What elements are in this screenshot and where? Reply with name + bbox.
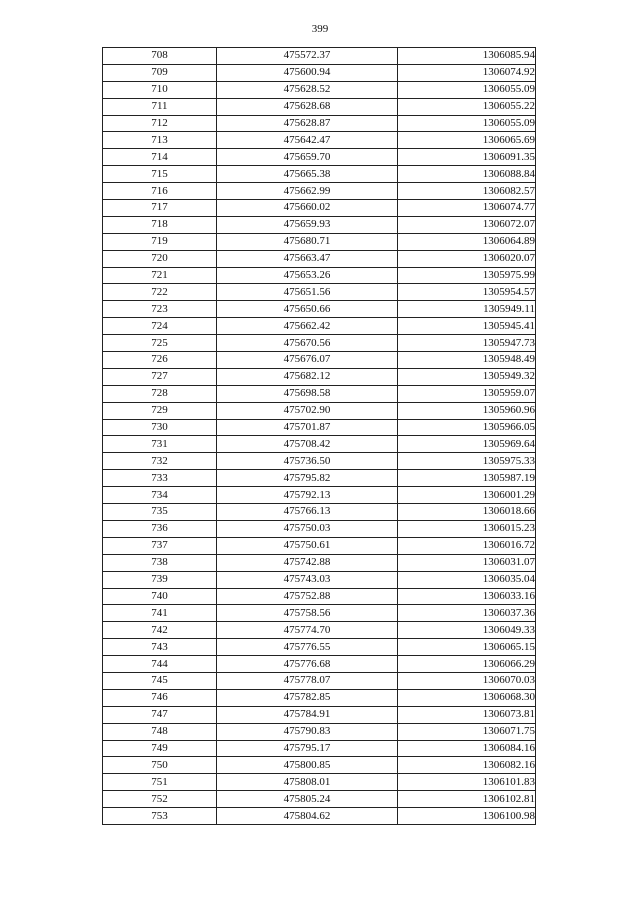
y-coordinate-cell: 1306055.09 [398,115,536,132]
table-row [103,48,536,65]
x-coordinate-cell: 475660.02 [217,200,398,217]
point-number-cell: 724 [103,318,217,335]
x-coordinate-cell: 475782.85 [217,689,398,706]
y-coordinate-cell: 1306031.07 [398,554,536,571]
x-coordinate-cell: 475752.88 [217,588,398,605]
y-coordinate-cell: 1305959.07 [398,385,536,402]
y-coordinate-cell: 1305960.96 [398,402,536,419]
x-coordinate-cell: 475750.03 [217,520,398,537]
x-coordinate-cell: 475628.52 [217,81,398,98]
x-coordinate-cell: 475650.66 [217,301,398,318]
x-coordinate-cell: 475698.58 [217,385,398,402]
table-row [103,132,536,149]
y-coordinate-cell: 1306049.33 [398,622,536,639]
x-coordinate-cell: 475659.93 [217,216,398,233]
point-number-cell: 725 [103,335,217,352]
y-coordinate-cell: 1306064.89 [398,233,536,250]
table-row [103,267,536,284]
y-coordinate-cell: 1306018.66 [398,504,536,521]
point-number-cell: 744 [103,656,217,673]
table-row [103,233,536,250]
x-coordinate-cell: 475701.87 [217,419,398,436]
point-number-cell: 746 [103,689,217,706]
point-number-cell: 721 [103,267,217,284]
y-coordinate-cell: 1306065.15 [398,639,536,656]
x-coordinate-cell: 475742.88 [217,554,398,571]
table-row [103,774,536,791]
x-coordinate-cell: 475572.37 [217,48,398,65]
point-number-cell: 727 [103,368,217,385]
y-coordinate-cell: 1305969.64 [398,436,536,453]
x-coordinate-cell: 475750.61 [217,537,398,554]
x-coordinate-cell: 475790.83 [217,723,398,740]
y-coordinate-cell: 1305949.32 [398,368,536,385]
x-coordinate-cell: 475663.47 [217,250,398,267]
y-coordinate-cell: 1306082.16 [398,757,536,774]
y-coordinate-cell: 1306102.81 [398,791,536,808]
x-coordinate-cell: 475600.94 [217,64,398,81]
table-row [103,200,536,217]
point-number-cell: 716 [103,183,217,200]
y-coordinate-cell: 1305954.57 [398,284,536,301]
table-row [103,537,536,554]
table-row [103,166,536,183]
x-coordinate-cell: 475665.38 [217,166,398,183]
x-coordinate-cell: 475776.55 [217,639,398,656]
point-number-cell: 730 [103,419,217,436]
y-coordinate-cell: 1306020.07 [398,250,536,267]
x-coordinate-cell: 475628.87 [217,115,398,132]
point-number-cell: 723 [103,301,217,318]
x-coordinate-cell: 475758.56 [217,605,398,622]
point-number-cell: 719 [103,233,217,250]
point-number-cell: 736 [103,520,217,537]
x-coordinate-cell: 475736.50 [217,453,398,470]
table-row [103,301,536,318]
x-coordinate-cell: 475795.82 [217,470,398,487]
point-number-cell: 731 [103,436,217,453]
table-row [103,436,536,453]
x-coordinate-cell: 475804.62 [217,808,398,825]
point-number-cell: 720 [103,250,217,267]
table-row [103,706,536,723]
point-number-cell: 748 [103,723,217,740]
point-number-cell: 726 [103,352,217,369]
y-coordinate-cell: 1305947.73 [398,335,536,352]
x-coordinate-cell: 475653.26 [217,267,398,284]
table-row [103,554,536,571]
table-row [103,470,536,487]
point-number-cell: 750 [103,757,217,774]
point-number-cell: 735 [103,504,217,521]
point-number-cell: 753 [103,808,217,825]
point-number-cell: 713 [103,132,217,149]
x-coordinate-cell: 475808.01 [217,774,398,791]
table-row [103,419,536,436]
table-row [103,216,536,233]
coordinates-table-body [103,48,536,825]
table-row [103,487,536,504]
table-row [103,115,536,132]
point-number-cell: 745 [103,672,217,689]
y-coordinate-cell: 1306074.77 [398,200,536,217]
table-row [103,183,536,200]
y-coordinate-cell: 1305966.05 [398,419,536,436]
point-number-cell: 712 [103,115,217,132]
x-coordinate-cell: 475792.13 [217,487,398,504]
y-coordinate-cell: 1305975.99 [398,267,536,284]
table-row [103,571,536,588]
y-coordinate-cell: 1306001.29 [398,487,536,504]
point-number-cell: 741 [103,605,217,622]
y-coordinate-cell: 1306066.29 [398,656,536,673]
table-row [103,335,536,352]
y-coordinate-cell: 1306071.75 [398,723,536,740]
y-coordinate-cell: 1306091.35 [398,149,536,166]
table-row [103,672,536,689]
x-coordinate-cell: 475774.70 [217,622,398,639]
table-row [103,689,536,706]
table-row [103,520,536,537]
point-number-cell: 738 [103,554,217,571]
x-coordinate-cell: 475662.99 [217,183,398,200]
x-coordinate-cell: 475651.56 [217,284,398,301]
y-coordinate-cell: 1306085.94 [398,48,536,65]
x-coordinate-cell: 475708.42 [217,436,398,453]
y-coordinate-cell: 1306035.04 [398,571,536,588]
point-number-cell: 752 [103,791,217,808]
y-coordinate-cell: 1305948.49 [398,352,536,369]
point-number-cell: 729 [103,402,217,419]
point-number-cell: 740 [103,588,217,605]
point-number-cell: 743 [103,639,217,656]
point-number-cell: 710 [103,81,217,98]
x-coordinate-cell: 475676.07 [217,352,398,369]
y-coordinate-cell: 1306084.16 [398,740,536,757]
table-row [103,808,536,825]
x-coordinate-cell: 475776.68 [217,656,398,673]
y-coordinate-cell: 1306088.84 [398,166,536,183]
point-number-cell: 711 [103,98,217,115]
point-number-cell: 734 [103,487,217,504]
x-coordinate-cell: 475778.07 [217,672,398,689]
x-coordinate-cell: 475680.71 [217,233,398,250]
point-number-cell: 715 [103,166,217,183]
table-row [103,284,536,301]
y-coordinate-cell: 1306065.69 [398,132,536,149]
point-number-cell: 737 [103,537,217,554]
table-row [103,385,536,402]
table-row [103,656,536,673]
coordinates-table [102,47,536,825]
point-number-cell: 708 [103,48,217,65]
x-coordinate-cell: 475805.24 [217,791,398,808]
x-coordinate-cell: 475662.42 [217,318,398,335]
y-coordinate-cell: 1305975.33 [398,453,536,470]
table-row [103,368,536,385]
x-coordinate-cell: 475702.90 [217,402,398,419]
table-row [103,791,536,808]
y-coordinate-cell: 1306100.98 [398,808,536,825]
table-row [103,723,536,740]
y-coordinate-cell: 1306073.81 [398,706,536,723]
table-row [103,318,536,335]
y-coordinate-cell: 1306070.03 [398,672,536,689]
y-coordinate-cell: 1306033.16 [398,588,536,605]
y-coordinate-cell: 1306055.22 [398,98,536,115]
point-number-cell: 749 [103,740,217,757]
point-number-cell: 742 [103,622,217,639]
x-coordinate-cell: 475659.70 [217,149,398,166]
table-row [103,64,536,81]
table-row [103,250,536,267]
x-coordinate-cell: 475628.68 [217,98,398,115]
table-row [103,757,536,774]
x-coordinate-cell: 475800.85 [217,757,398,774]
point-number-cell: 751 [103,774,217,791]
y-coordinate-cell: 1306101.83 [398,774,536,791]
table-row [103,352,536,369]
x-coordinate-cell: 475670.56 [217,335,398,352]
point-number-cell: 714 [103,149,217,166]
x-coordinate-cell: 475682.12 [217,368,398,385]
y-coordinate-cell: 1306068.30 [398,689,536,706]
y-coordinate-cell: 1305949.11 [398,301,536,318]
point-number-cell: 732 [103,453,217,470]
point-number-cell: 722 [103,284,217,301]
point-number-cell: 739 [103,571,217,588]
x-coordinate-cell: 475784.91 [217,706,398,723]
point-number-cell: 717 [103,200,217,217]
y-coordinate-cell: 1306037.36 [398,605,536,622]
x-coordinate-cell: 475766.13 [217,504,398,521]
table-row [103,605,536,622]
y-coordinate-cell: 1305987.19 [398,470,536,487]
table-row [103,402,536,419]
table-row [103,453,536,470]
table-row [103,740,536,757]
y-coordinate-cell: 1305945.41 [398,318,536,335]
point-number-cell: 709 [103,64,217,81]
y-coordinate-cell: 1306015.23 [398,520,536,537]
y-coordinate-cell: 1306074.92 [398,64,536,81]
point-number-cell: 733 [103,470,217,487]
table-row [103,588,536,605]
y-coordinate-cell: 1306016.72 [398,537,536,554]
point-number-cell: 747 [103,706,217,723]
table-row [103,639,536,656]
y-coordinate-cell: 1306082.57 [398,183,536,200]
table-row [103,504,536,521]
point-number-cell: 728 [103,385,217,402]
table-row [103,149,536,166]
x-coordinate-cell: 475795.17 [217,740,398,757]
point-number-cell: 718 [103,216,217,233]
table-row [103,98,536,115]
y-coordinate-cell: 1306072.07 [398,216,536,233]
x-coordinate-cell: 475743.03 [217,571,398,588]
x-coordinate-cell: 475642.47 [217,132,398,149]
table-row [103,81,536,98]
table-row [103,622,536,639]
y-coordinate-cell: 1306055.09 [398,81,536,98]
page-number: 399 [311,23,329,35]
